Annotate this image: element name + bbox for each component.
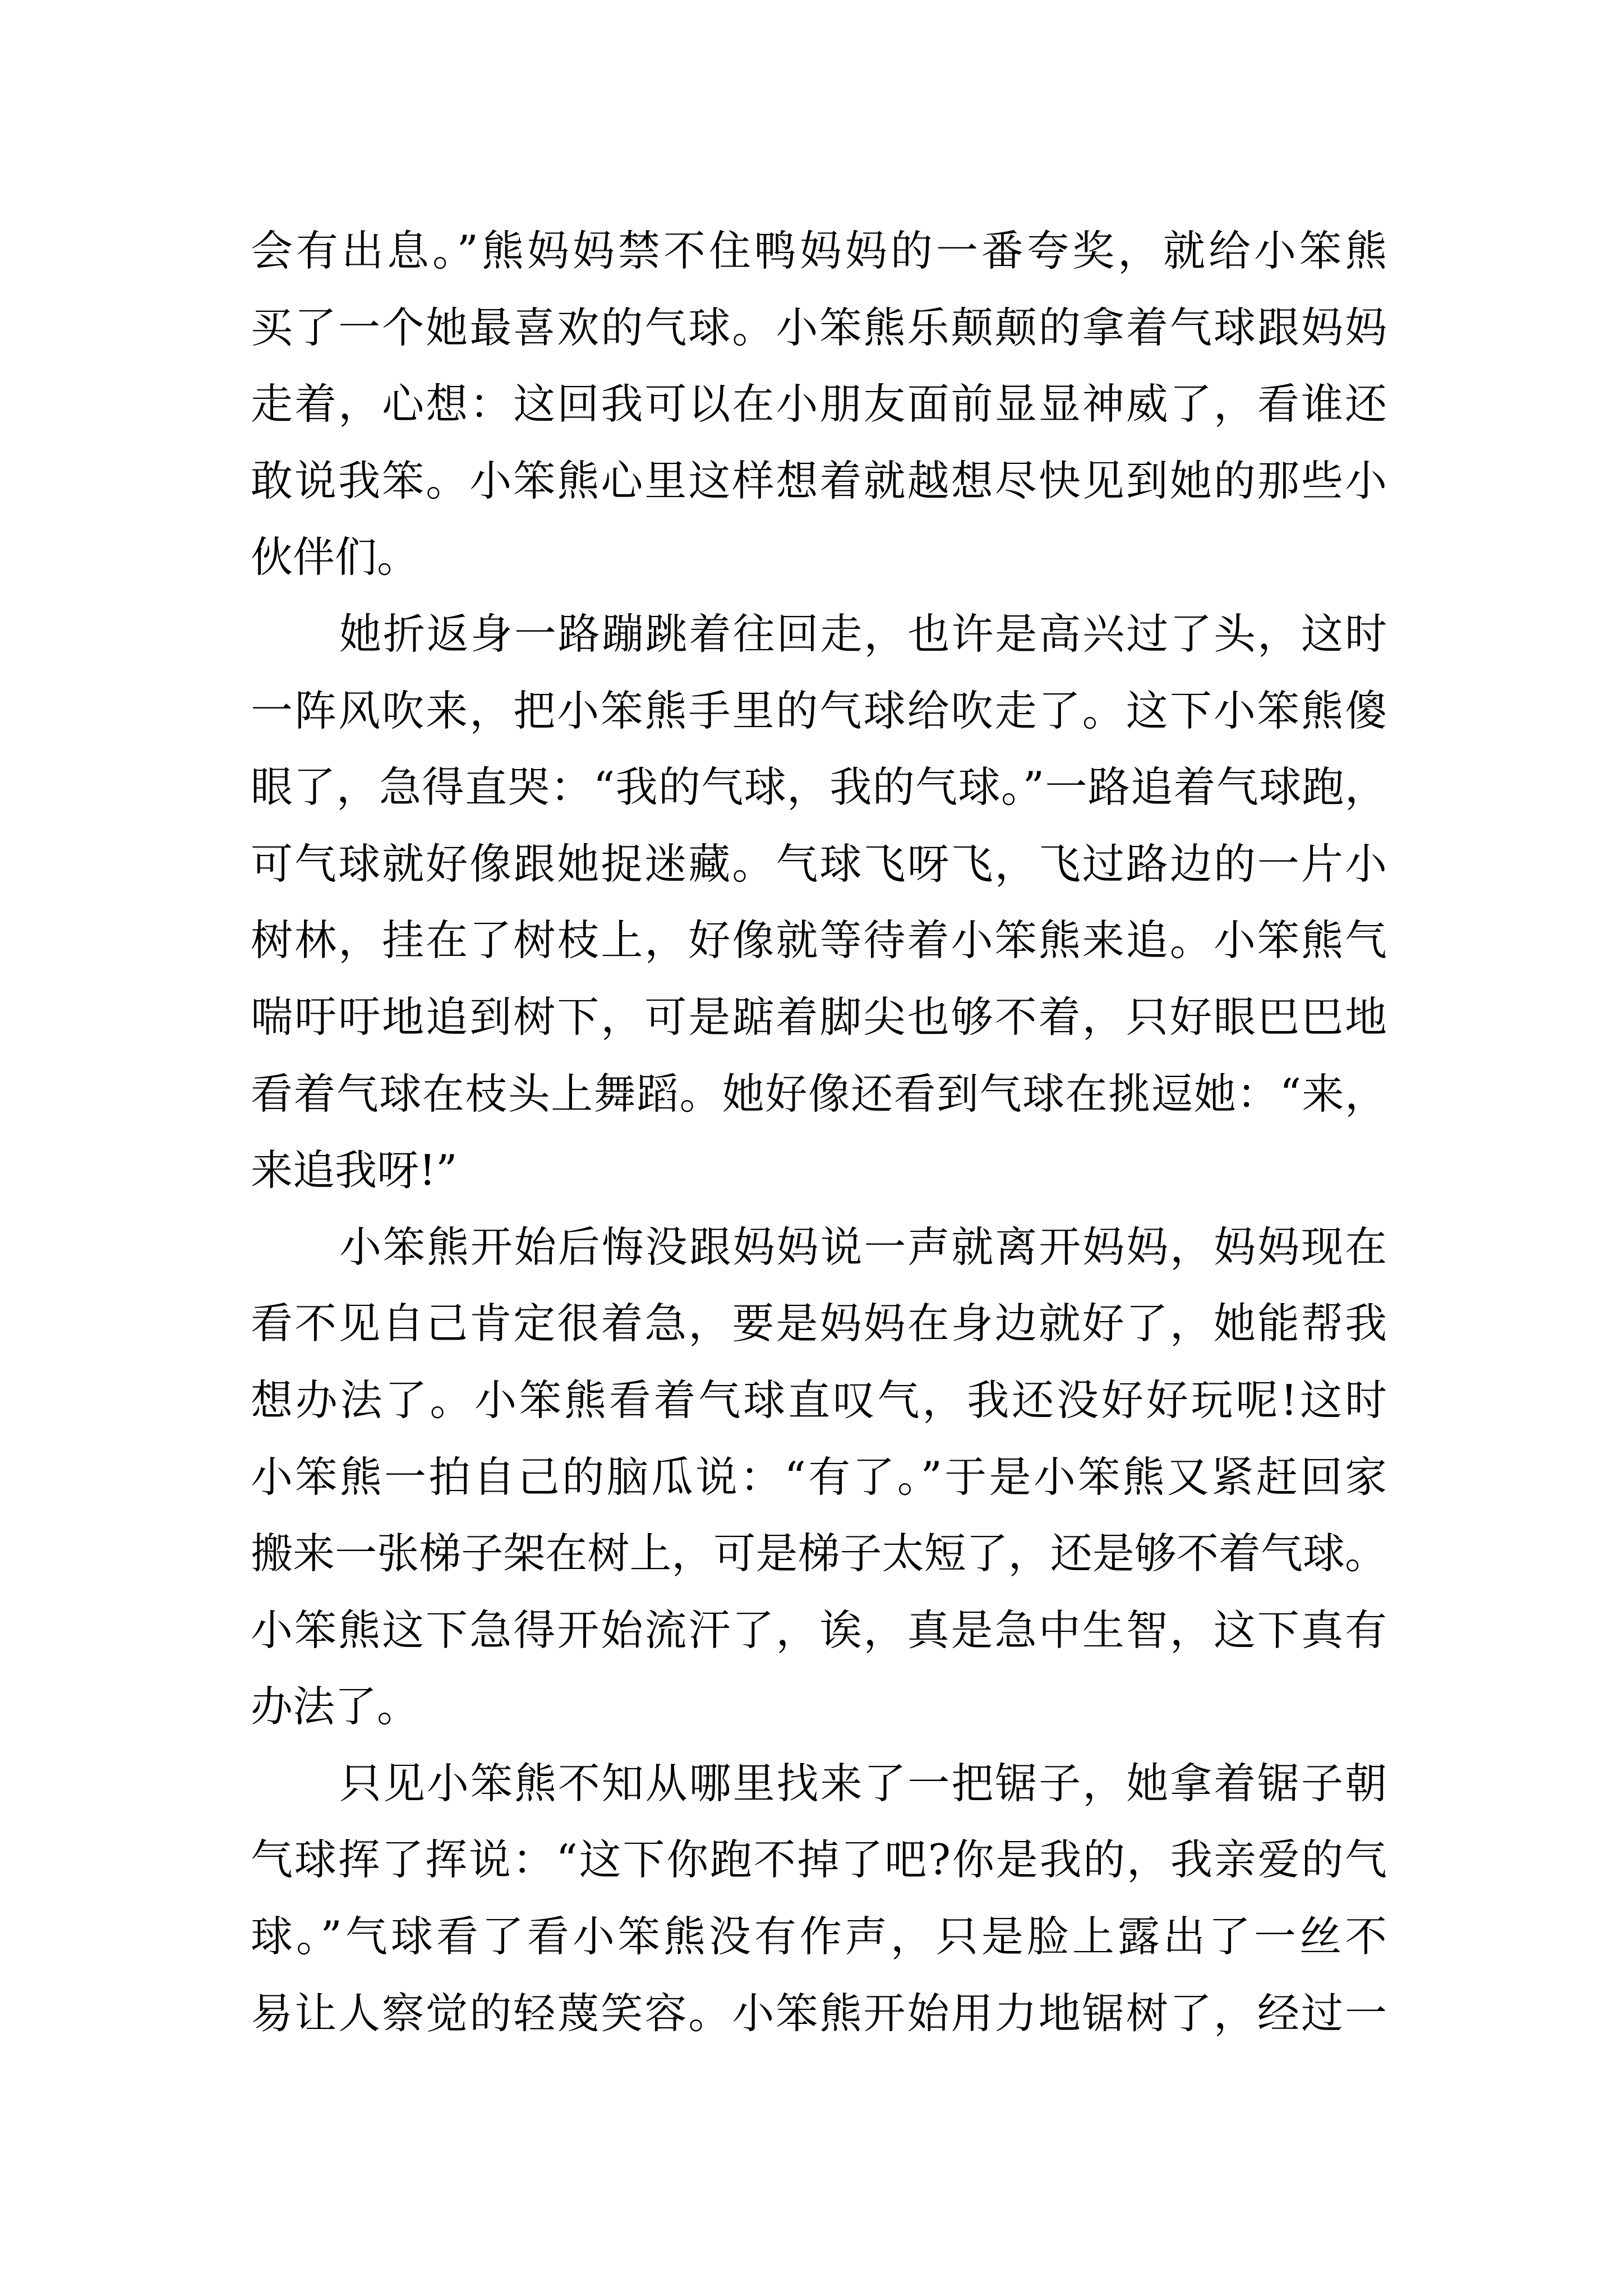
text-line: 会有出息。”熊妈妈禁不住鸭妈妈的一番夸奖，就给小笨熊: [251, 226, 1387, 275]
text-line: 买了一个她最喜欢的气球。小笨熊乐颠颠的拿着气球跟妈妈: [251, 302, 1387, 352]
text-line: 球。”气球看了看小笨熊没有作声，只是脸上露出了一丝不: [251, 1912, 1387, 1962]
text-line: 看着气球在枝头上舞蹈。她好像还看到气球在挑逗她：“来，: [251, 1069, 1387, 1119]
text-line: 敢说我笨。小笨熊心里这样想着就越想尽快见到她的那些小: [251, 455, 1387, 505]
text-line: 来追我呀!”: [251, 1145, 458, 1195]
text-line: 可气球就好像跟她捉迷藏。气球飞呀飞，飞过路边的一片小: [251, 839, 1387, 889]
paragraph-2: [251, 596, 1387, 1209]
paragraph-1: [251, 213, 1387, 596]
paragraph-4: [251, 1745, 1387, 2051]
text-line: 伙伴们。: [251, 532, 419, 582]
text-line: 只见小笨熊不知从哪里找来了一把锯子，她拿着锯子朝: [339, 1758, 1387, 1808]
paragraph-3: [251, 1209, 1387, 1745]
text-line: 看不见自己肯定很着急，要是妈妈在身边就好了，她能帮我: [251, 1299, 1387, 1349]
text-line: 小笨熊开始后悔没跟妈妈说一声就离开妈妈，妈妈现在: [339, 1222, 1387, 1272]
text-line: 她折返身一路蹦跳着往回走，也许是高兴过了头，这时: [339, 609, 1387, 659]
text-line: 眼了，急得直哭：“我的气球，我的气球。”一路追着气球跑，: [251, 762, 1387, 812]
text-line: 小笨熊这下急得开始流汗了，诶，真是急中生智，这下真有: [251, 1605, 1387, 1655]
text-line: 想办法了。小笨熊看着气球直叹气，我还没好好玩呢!这时: [251, 1375, 1387, 1425]
text-line: 走着，心想：这回我可以在小朋友面前显显神威了，看谁还: [251, 379, 1387, 429]
text-line: 树林，挂在了树枝上，好像就等待着小笨熊来追。小笨熊气: [251, 915, 1387, 965]
text-line: 易让人察觉的轻蔑笑容。小笨熊开始用力地锯树了，经过一: [251, 1988, 1387, 2038]
text-line: 一阵风吹来，把小笨熊手里的气球给吹走了。这下小笨熊傻: [251, 685, 1387, 735]
text-line: 喘吁吁地追到树下，可是踮着脚尖也够不着，只好眼巴巴地: [251, 992, 1387, 1042]
text-line: 搬来一张梯子架在树上，可是梯子太短了，还是够不着气球。: [251, 1529, 1387, 1579]
body-text: [251, 213, 1387, 2051]
text-line: 小笨熊一拍自己的脑瓜说：“有了。”于是小笨熊又紧赶回家: [251, 1452, 1387, 1502]
text-line: 气球挥了挥说：“这下你跑不掉了吧?你是我的，我亲爱的气: [251, 1835, 1387, 1885]
text-line: 办法了。: [251, 1682, 419, 1732]
